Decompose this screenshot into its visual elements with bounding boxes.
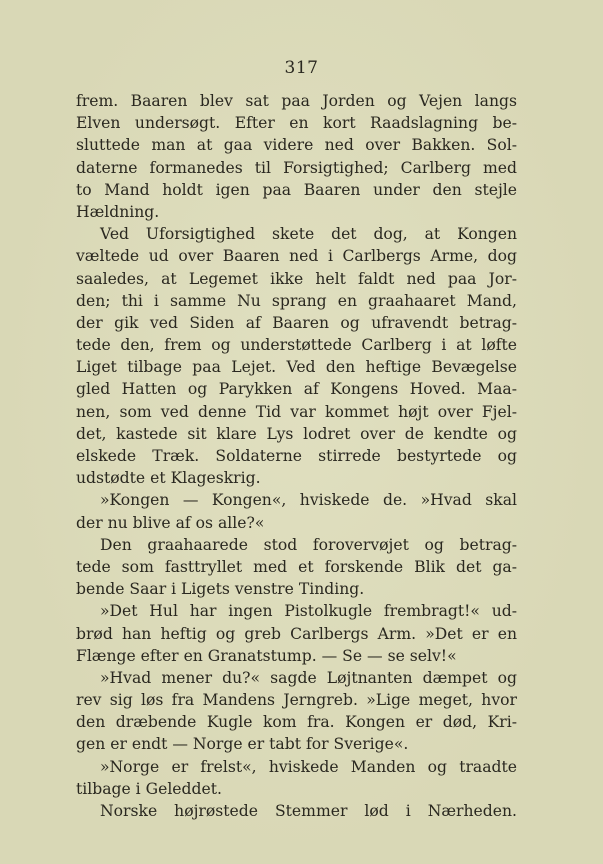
text-line: den; thi i samme Nu sprang en graahaaret Mand, (76, 291, 517, 310)
text-line: Den graahaarede stod forovervøjet og betrag- (100, 535, 517, 554)
text-line: bende Saar i Ligets venstre Tinding. (76, 580, 365, 599)
text-line: to Mand holdt igen paa Baaren under den stejle (76, 180, 517, 199)
text-line: tede som fasttryllet med et forskende Blik det ga- (76, 557, 517, 576)
text-line: saaledes, at Legemet ikke helt faldt ned paa Jor- (76, 269, 517, 288)
text-line: nen, som ved denne Tid var kommet højt over Fjel- (76, 402, 517, 421)
text-line: Ved Uforsigtighed skete det dog, at Kongen (100, 225, 517, 244)
page-number: 317 (284, 58, 319, 78)
text-line: Liget tilbage paa Lejet. Ved den heftige Bevægelse (76, 358, 517, 377)
text-line: »Kongen — Kongen«, hviskede de. »Hvad skal (100, 491, 517, 510)
text-line: den dræbende Kugle kom fra. Kongen er død, Kri- (76, 713, 517, 732)
text-line: Elven undersøgt. Efter en kort Raadslagning be- (76, 114, 517, 133)
text-line: udstødte et Klageskrig. (76, 469, 261, 488)
text-line: »Norge er frelst«, hviskede Manden og traadte (100, 757, 517, 776)
text-line: »Det Hul har ingen Pistolkugle frembragt!« ud- (100, 602, 517, 621)
text-line: frem. Baaren blev sat paa Jorden og Vejen langs (76, 92, 517, 110)
text-line: tilbage i Geleddet. (76, 779, 222, 798)
text-line: Flænge efter en Granatstump. — Se — se selv!« (76, 646, 457, 665)
text-line: rev sig løs fra Mandens Jerngreb. »Lige meget, hvor (76, 691, 517, 710)
text-line: sluttede man at gaa videre ned over Bakken. Sol- (76, 136, 517, 155)
text-line: Hældning. (76, 202, 160, 221)
text-line: der nu blive af os alle?« (76, 513, 265, 532)
text-line: tede den, frem og understøttede Carlberg i at løfte (76, 336, 517, 355)
text-line: daterne formanedes til Forsigtighed; Carlberg med (76, 158, 517, 177)
text-line: der gik ved Siden af Baaren og ufravendt betrag- (76, 313, 517, 332)
text-line: »Hvad mener du?« sagde Løjtnanten dæmpet og (100, 668, 517, 687)
text-line: gen er endt — Norge er tabt for Sverige«. (76, 735, 409, 754)
text-line: Norske højrøstede Stemmer lød i Nærheden. (100, 802, 517, 820)
text-line: det, kastede sit klare Lys lodret over de kendte og (76, 424, 517, 443)
text-line: gled Hatten og Parykken af Kongens Hoved. Maa- (76, 380, 517, 399)
body-text (76, 90, 517, 822)
text-line: brød han heftig og greb Carlbergs Arm. »Det er en (76, 624, 517, 643)
text-line: væltede ud over Baaren ned i Carlbergs Arme, dog (76, 247, 517, 266)
text-line: elskede Træk. Soldaterne stirrede bestyrtede og (76, 447, 517, 465)
